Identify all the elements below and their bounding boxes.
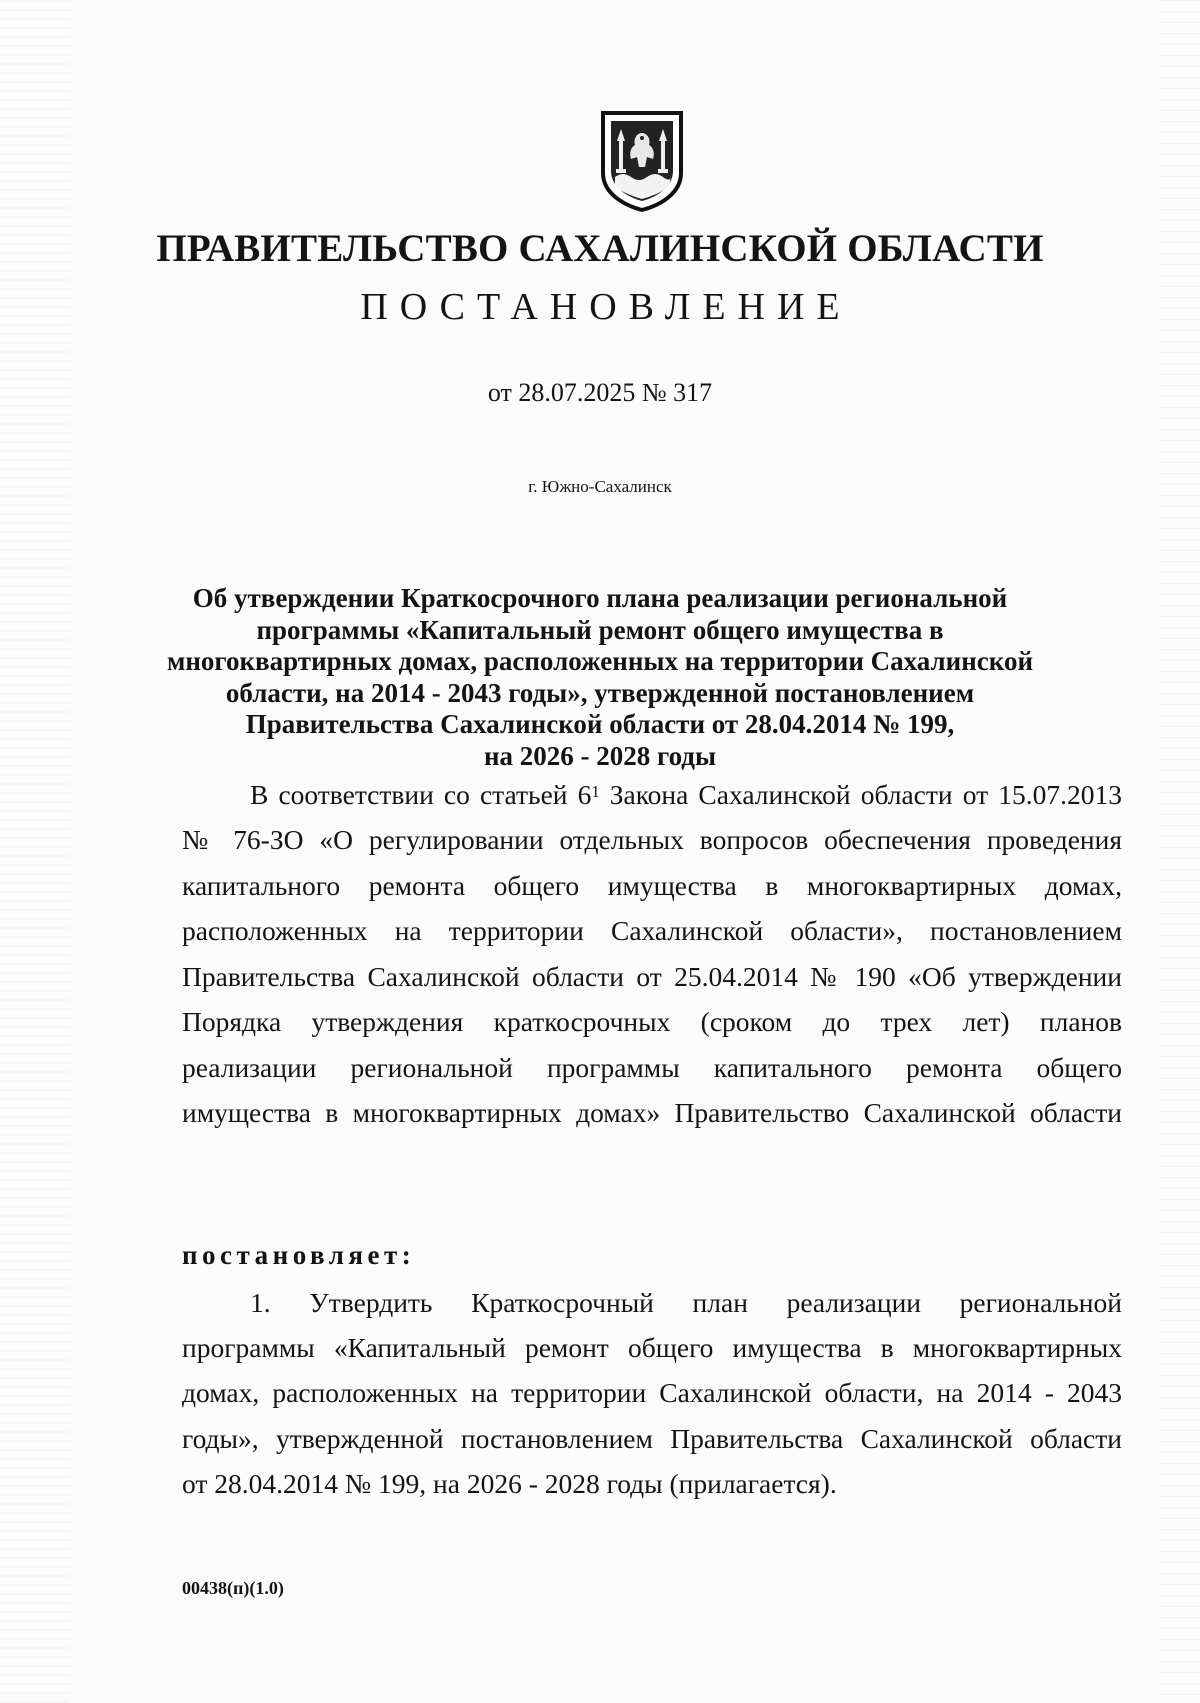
item1-line: 1. Утвердить Краткосрочный план реализации региональной: [250, 1287, 1122, 1318]
resolves-heading: постановляет:: [182, 1240, 416, 1270]
subject-line: многоквартирных домах, расположенных на территории Сахалинской: [166, 646, 1034, 676]
document-subject: [150, 583, 1050, 772]
preamble-line: капитального ремонта общего имущества в многоквартирных домах,: [182, 870, 1122, 901]
subject-line: области, на 2014 - 2043 годы», утвержденной постановлением: [225, 677, 975, 708]
preamble-text: В соответствии со статьей 6: [250, 779, 592, 810]
preamble-line: имущества в многоквартирных домах» Правительство Сахалинской области: [182, 1097, 1122, 1128]
item1-line: программы «Капитальный ремонт общего имущества в многоквартирных: [182, 1332, 1122, 1363]
subject-line: на 2026 - 2028 годы: [483, 740, 717, 771]
subject-line: Об утверждении Краткосрочного плана реализации региональной: [192, 583, 1008, 613]
item1-line: от 28.04.2014 № 199, на 2026 - 2028 годы (прилагается).: [182, 1468, 837, 1499]
preamble-text: Закона Сахалинской области от 15.07.2013: [599, 779, 1122, 810]
preamble-line: № 76-ЗО «О регулировании отдельных вопросов обеспечения проведения: [182, 824, 1122, 855]
document-city: г. Южно-Сахалинск: [528, 477, 672, 496]
document-date-number: от 28.07.2025 № 317: [487, 378, 713, 407]
preamble-line: реализации региональной программы капитального ремонта общего: [182, 1052, 1122, 1083]
document-type: ПОСТАНОВЛЕНИЕ: [360, 286, 852, 328]
subject-line: Правительства Сахалинской области от 28.04.2014 № 199,: [245, 709, 955, 739]
item1-line: годы», утвержденной постановлением Правительства Сахалинской области: [182, 1423, 1122, 1454]
organization-title: ПРАВИТЕЛЬСТВО САХАЛИНСКОЙ ОБЛАСТИ: [156, 227, 1044, 270]
item1-line: домах, расположенных на территории Сахалинской области, на 2014 - 2043: [182, 1377, 1122, 1408]
preamble-line: Правительства Сахалинской области от 25.04.2014 № 190 «Об утверждении: [182, 961, 1122, 992]
subject-line: программы «Капитальный ремонт общего имущества в: [256, 614, 944, 645]
preamble-line: [250, 778, 1122, 812]
preamble-line: Порядка утверждения краткосрочных (сроком до трех лет) планов: [182, 1006, 1122, 1037]
preamble-line: расположенных на территории Сахалинской области», постановлением: [182, 915, 1122, 946]
coat-of-arms-icon: [597, 111, 687, 212]
article-superscript: 1: [591, 781, 600, 801]
footer-form-code: 00438(п)(1.0): [182, 1578, 284, 1598]
